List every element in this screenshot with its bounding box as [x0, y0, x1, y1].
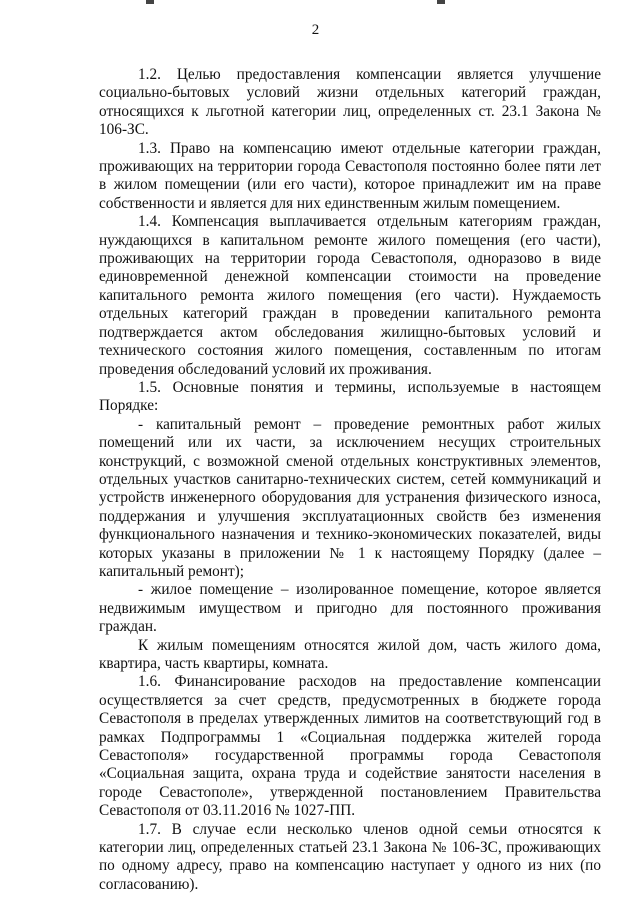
paragraph-1-2: 1.2. Целью предоставления компенсации является улучшение социально-бытовых условий жизни отдельных категорий граждан, относящихся к льготной категории лиц, определенных ст. 23.1 Закона № 106-ЗС.: [99, 66, 601, 139]
paragraph-1-5: 1.5. Основные понятия и термины, используемые в настоящем Порядке:: [99, 378, 601, 415]
definition-capital-repair: - капитальный ремонт – проведение ремонтных работ жилых помещений или их части, за исключением несущих строительных конструкций, с возможной сменой отдельных конструктивных элементов, отдельных участков санитарно-технических систем, сетей коммуникаций и устройств инженерного оборудования для устранения физического износа, поддержания и улучшения эксплуатационных свойств без изменения функционального назначения и технико-экономических показателей, виды которых указаны в приложении № 1 к настоящему Порядку (далее – капитальный ремонт);: [99, 415, 601, 580]
paragraph-residential-types: К жилым помещениям относятся жилой дом, часть жилого дома, квартира, часть квартиры, комната.: [99, 636, 601, 672]
scan-marks: [0, 0, 631, 8]
paragraph-1-4: 1.4. Компенсация выплачивается отдельным категориям граждан, нуждающихся в капитальном ремонте жилого помещения (его части), проживающих на территории города Севастополя, одноразово в виде единовременной денежной компенсации стоимости на проведение капитального ремонта жилого помещения (его части). Нуждаемость отдельных категорий граждан в проведении капитального ремонта подтверждается актом обследования жилищно-бытовых условий и технического состояния жилого помещения, составленным по итогам проведения обследований условий их проживания.: [99, 213, 601, 378]
paragraph-1-3: 1.3. Право на компенсацию имеют отдельные категории граждан, проживающих на территории города Севастополя постоянно более пяти лет в жилом помещении (или его части), которое принадлежит им на праве собственности и является для них единственным жилым помещением.: [99, 139, 601, 212]
definition-residential-premises: - жилое помещение – изолированное помещение, которое является недвижимым имуществом и пригодно для постоянного проживания граждан.: [99, 581, 601, 636]
paragraph-1-7: 1.7. В случае если несколько членов одной семьи относятся к категории лиц, определенных статьей 23.1 Закона № 106-ЗС, проживающих по одному адресу, право на компенсацию наступает у одного из них (по согласованию).: [99, 820, 601, 893]
scan-mark: [437, 0, 445, 4]
scan-mark: [146, 0, 154, 4]
page-number: 2: [311, 22, 320, 38]
paragraph-1-6: 1.6. Финансирование расходов на предоставление компенсации осуществляется за счет средств, предусмотренных в бюджете города Севастополя в пределах утвержденных лимитов на соответствующий год в рамках Подпрограммы 1 «Социальная поддержка жителей города Севастополя» государственной программы города Севастополя «Социальная защита, охрана труда и содействие занятости населения в городе Севастополе», утвержденной постановлением Правительства Севастополя от 03.11.2016 № 1027-ПП.: [99, 673, 601, 820]
document-body: [99, 66, 601, 894]
